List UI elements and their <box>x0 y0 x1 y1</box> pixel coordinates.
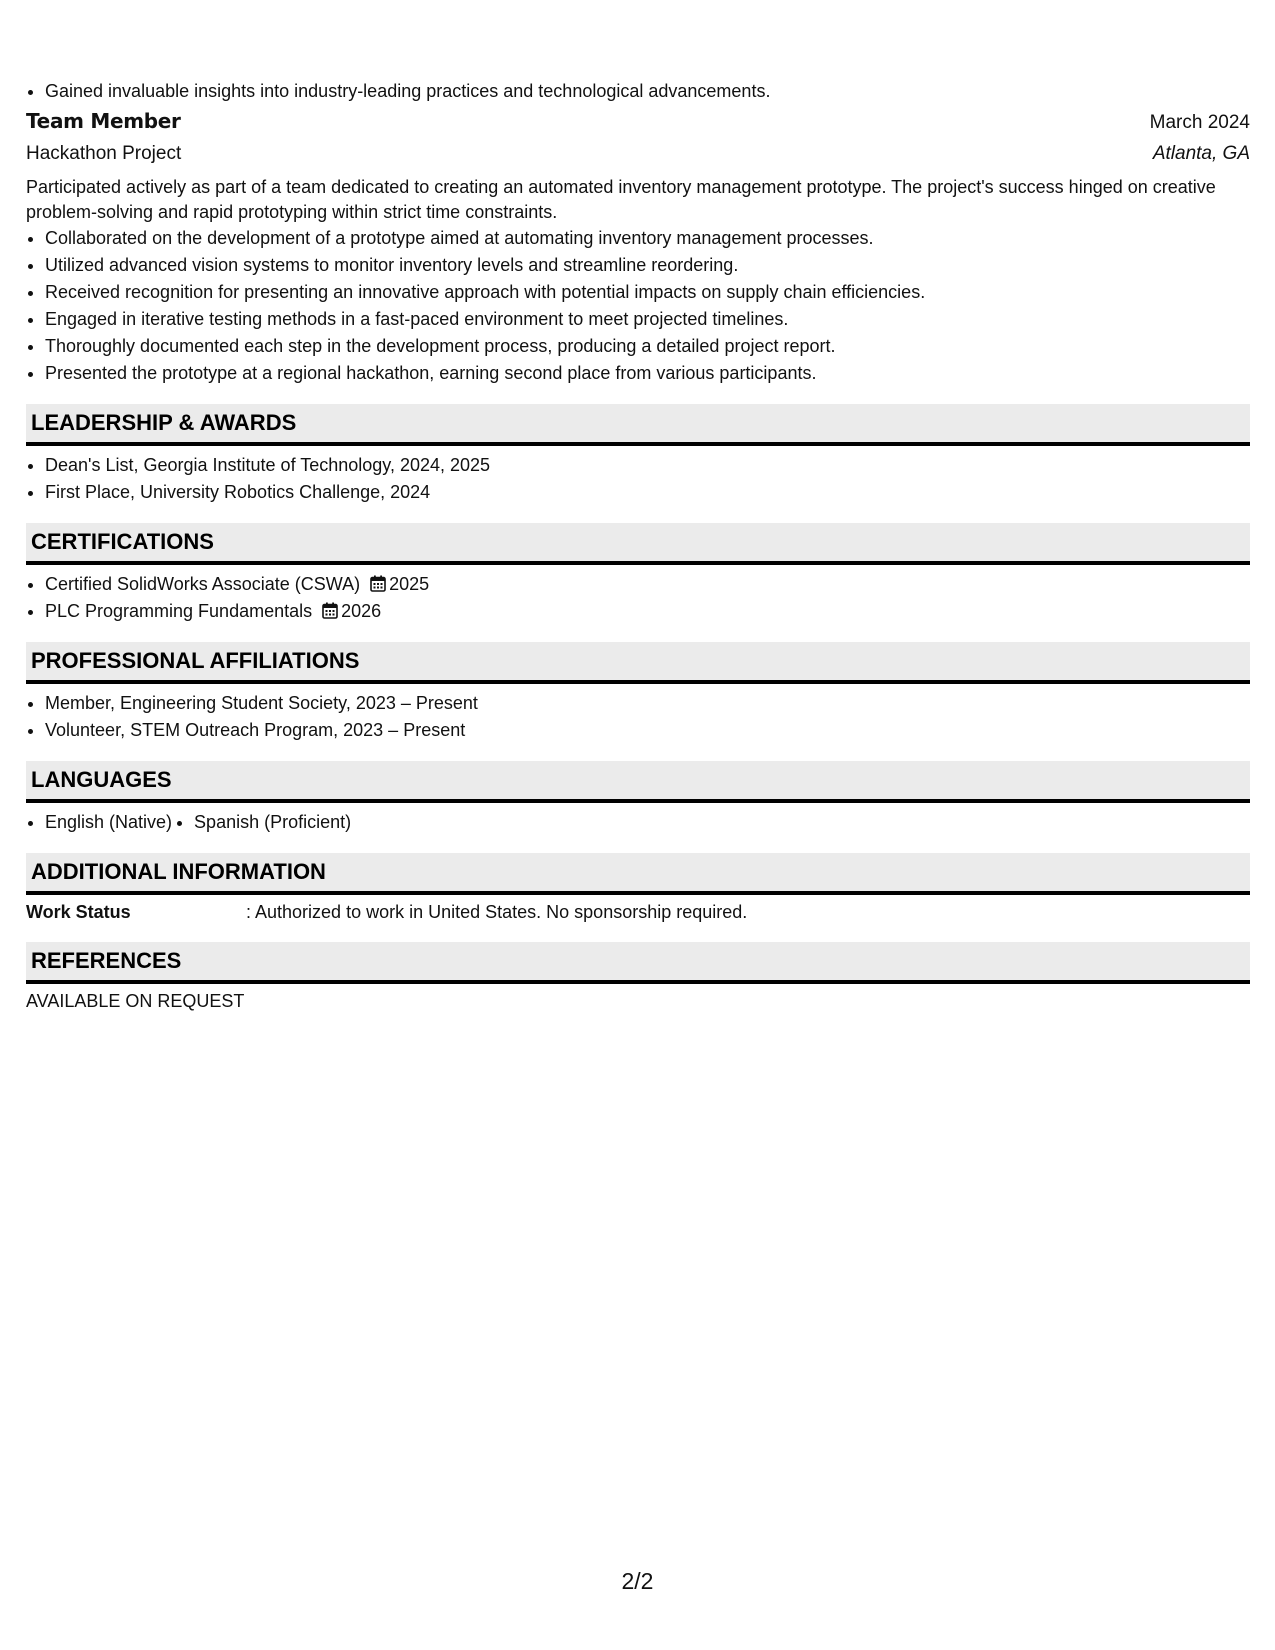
job-location: Atlanta, GA <box>1152 143 1250 164</box>
references-text: AVAILABLE ON REQUEST <box>26 991 245 1011</box>
certifications-section <box>26 523 1250 625</box>
work-status-value: : Authorized to work in United States. No sponsorship required. <box>246 902 748 922</box>
job-date: March 2024 <box>1149 112 1250 133</box>
additional-info-section <box>26 853 1250 925</box>
certification-name: Certified SolidWorks Associate (CSWA) <box>45 574 361 594</box>
references-section <box>26 942 1250 1014</box>
job-header <box>26 105 1250 139</box>
job-title: Team Member <box>26 109 181 133</box>
certification-year: 2025 <box>389 574 430 594</box>
affiliations-list <box>26 690 1250 744</box>
list-item: • First Place, University Robotics Challenge, 2024 <box>45 479 1250 506</box>
list-item: • Dean's List, Georgia Institute of Technology, 2024, 2025 <box>45 452 1250 479</box>
section-heading: PROFESSIONAL AFFILIATIONS <box>26 642 1250 684</box>
certification-item <box>45 598 1250 625</box>
job-subheader <box>26 139 1250 169</box>
certification-item <box>45 571 1250 598</box>
list-item: • Received recognition for presenting an innovative approach with potential impacts on supply chain efficiencies. <box>45 279 1250 306</box>
section-heading: CERTIFICATIONS <box>26 523 1250 565</box>
job-description: Participated actively as part of a team dedicated to creating an automated inventory management prototype. The project's success hinged on creative problem-solving and rapid prototyping within strict time constraints. <box>26 177 1216 222</box>
certifications-list <box>26 571 1250 625</box>
leadership-list <box>26 452 1250 506</box>
leadership-section <box>26 404 1250 506</box>
affiliations-section <box>26 642 1250 744</box>
job-entry <box>26 105 1250 387</box>
page-number: 2/2 <box>621 1568 654 1594</box>
section-heading: LANGUAGES <box>26 761 1250 803</box>
section-heading: REFERENCES <box>26 942 1250 984</box>
previous-job-bullets <box>26 78 1250 105</box>
resume-page <box>26 78 1250 1014</box>
work-status-label: Work Status <box>26 902 131 922</box>
list-item: • Presented the prototype at a regional hackathon, earning second place from various participants. <box>45 360 1250 387</box>
language-item: • English (Native) <box>45 809 172 836</box>
work-status-row <box>26 899 1250 925</box>
language-item: • Spanish (Proficient) <box>194 809 351 836</box>
certification-year: 2026 <box>341 601 382 621</box>
job-bullets <box>26 225 1250 387</box>
section-heading: LEADERSHIP & AWARDS <box>26 404 1250 446</box>
list-item: • Engaged in iterative testing methods in a fast-paced environment to meet projected timelines. <box>45 306 1250 333</box>
certification-name: PLC Programming Fundamentals <box>45 601 313 621</box>
section-heading: ADDITIONAL INFORMATION <box>26 853 1250 895</box>
calendar-icon <box>322 602 338 619</box>
list-item: • Volunteer, STEM Outreach Program, 2023 – Present <box>45 717 1250 744</box>
languages-list <box>26 809 1250 836</box>
list-item: • Thoroughly documented each step in the development process, producing a detailed project report. <box>45 333 1250 360</box>
calendar-icon <box>370 575 386 592</box>
list-item: • Gained invaluable insights into industry-leading practices and technological advancements. <box>45 78 1250 105</box>
languages-section <box>26 761 1250 836</box>
list-item: • Member, Engineering Student Society, 2023 – Present <box>45 690 1250 717</box>
job-organization: Hackathon Project <box>26 143 182 164</box>
list-item: • Utilized advanced vision systems to monitor inventory levels and streamline reordering. <box>45 252 1250 279</box>
list-item: • Collaborated on the development of a prototype aimed at automating inventory management processes. <box>45 225 1250 252</box>
